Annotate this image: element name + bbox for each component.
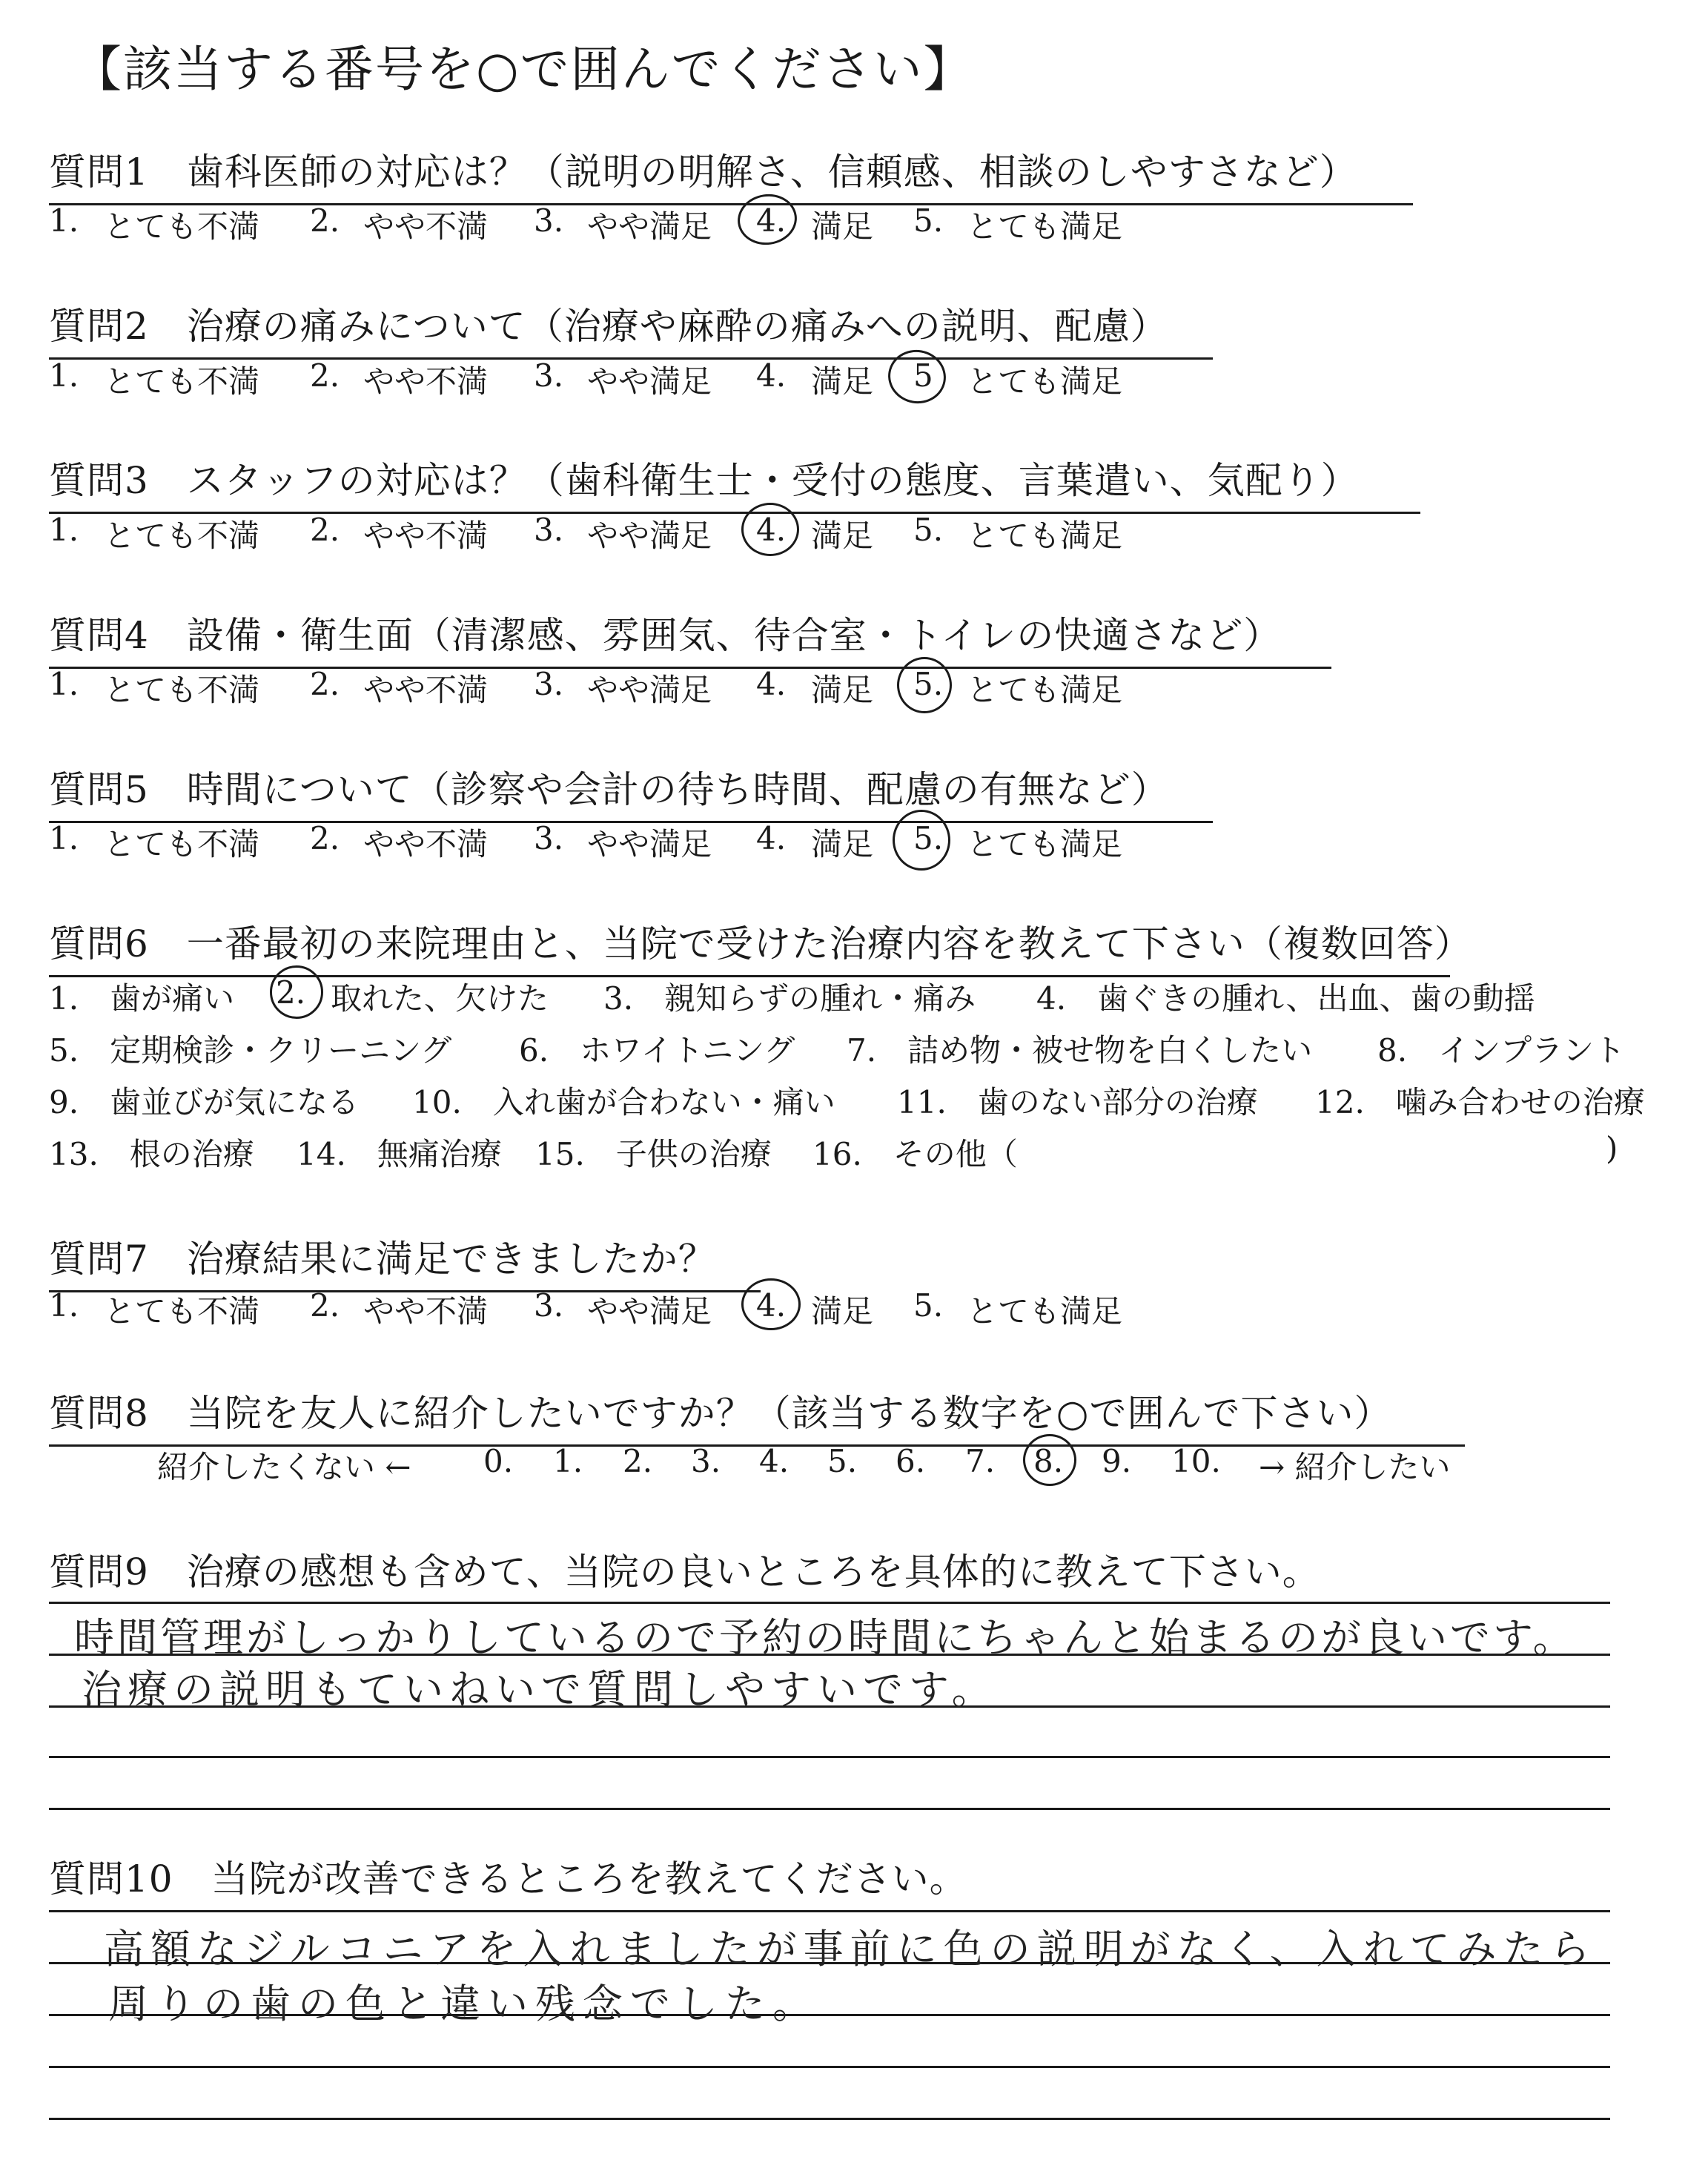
answer-line xyxy=(49,2066,1610,2068)
question-3-title: 質問3 スタッフの対応は？（歯科衛生士・受付の態度、言葉遣い、気配り） xyxy=(49,451,1420,514)
q8-scale-7[interactable]: 7. xyxy=(965,1443,996,1479)
selection-circle xyxy=(741,1278,801,1330)
q5-opt-num-5[interactable]: 5. xyxy=(913,820,944,856)
answer-line xyxy=(49,1602,1610,1604)
handwritten-answer-line-2: 周りの歯の色と違い残念でした。 xyxy=(108,1981,820,2027)
question-6-title: 質問6 一番最初の来院理由と、当院で受けた治療内容を教えて下さい（複数回答） xyxy=(49,914,1450,977)
q6-option[interactable]: 7. 詰め物・被せ物を白くしたい xyxy=(847,1032,1313,1069)
q2-opt-num-2[interactable]: 2. xyxy=(310,357,340,394)
q4-opt-label-1: とても不満 xyxy=(104,672,260,708)
q1-opt-label-1: とても不満 xyxy=(104,208,260,245)
q6-option[interactable]: 12. 噛み合わせの治療 xyxy=(1315,1084,1645,1120)
q4-opt-num-4[interactable]: 4. xyxy=(756,666,787,702)
q3-opt-num-3[interactable]: 3. xyxy=(534,512,564,548)
q6-option[interactable]: 3. 親知らずの腫れ・痛み xyxy=(603,980,976,1017)
q3-opt-label-5: とても満足 xyxy=(967,518,1123,554)
q6-option-other[interactable]: 16. その他（ xyxy=(812,1136,1018,1172)
answer-line xyxy=(49,1756,1610,1758)
q5-opt-label-5: とても満足 xyxy=(967,826,1123,862)
q4-opt-num-3[interactable]: 3. xyxy=(534,666,564,702)
q3-opt-num-2[interactable]: 2. xyxy=(310,512,340,548)
q2-opt-label-4: 満足 xyxy=(811,363,874,400)
q5-opt-label-2: やや不満 xyxy=(363,826,489,862)
selection-circle xyxy=(270,965,323,1019)
q5-opt-num-4[interactable]: 4. xyxy=(756,820,787,856)
handwritten-answer-line-1: 時間管理がしっかりしているので予約の時間にちゃんと始まるのが良いです。 xyxy=(74,1614,1576,1661)
selection-circle xyxy=(741,503,799,556)
q1-opt-label-5: とても満足 xyxy=(967,208,1123,245)
q3-opt-label-4: 満足 xyxy=(811,518,874,554)
q2-opt-label-2: やや不満 xyxy=(363,363,489,400)
q3-opt-label-1: とても不満 xyxy=(104,518,260,554)
q7-opt-label-5: とても満足 xyxy=(967,1293,1123,1330)
selection-circle xyxy=(897,657,952,713)
question-2-title: 質問2 治療の痛みについて（治療や麻酔の痛みへの説明、配慮） xyxy=(49,297,1213,360)
q1-opt-num-5[interactable]: 5. xyxy=(913,202,944,239)
q4-opt-num-1[interactable]: 1. xyxy=(49,666,79,702)
q4-opt-label-3: やや満足 xyxy=(587,672,712,708)
q6-option[interactable]: 9. 歯並びが気になる xyxy=(49,1084,360,1120)
q1-opt-label-4: 満足 xyxy=(811,208,874,245)
q6-option[interactable]: 8. インプラント xyxy=(1377,1032,1626,1069)
q5-opt-label-3: やや満足 xyxy=(587,826,712,862)
answer-line xyxy=(49,1808,1610,1810)
q1-opt-num-2[interactable]: 2. xyxy=(310,202,340,239)
q6-option-num[interactable]: 2. xyxy=(276,974,306,1011)
q8-scale-1[interactable]: 1. xyxy=(553,1443,583,1479)
q3-opt-label-3: やや満足 xyxy=(587,518,712,554)
q6-option-other-close: ) xyxy=(1606,1130,1618,1166)
q1-opt-num-1[interactable]: 1. xyxy=(49,202,79,239)
handwritten-answer-line-2: 治療の説明もていねいで質問しやすいです。 xyxy=(82,1666,998,1713)
q8-scale-10[interactable]: 10. xyxy=(1171,1443,1221,1479)
q2-opt-num-3[interactable]: 3. xyxy=(534,357,564,394)
q8-scale-0[interactable]: 0. xyxy=(483,1443,514,1479)
q6-option[interactable]: 10. 入れ歯が合わない・痛い xyxy=(412,1084,835,1120)
question-9-title: 質問9 治療の感想も含めて、当院の良いところを具体的に教えて下さい。 xyxy=(49,1550,1320,1593)
question-10-title: 質問10 当院が改善できるところを教えてください。 xyxy=(49,1857,967,1900)
q6-option[interactable]: 4. 歯ぐきの腫れ、出血、歯の動揺 xyxy=(1036,980,1535,1017)
q1-opt-label-3: やや満足 xyxy=(587,208,712,245)
q7-opt-label-1: とても不満 xyxy=(104,1293,260,1330)
selection-circle xyxy=(893,810,950,871)
q3-opt-num-1[interactable]: 1. xyxy=(49,512,79,548)
q7-opt-num-3[interactable]: 3. xyxy=(534,1287,564,1324)
q5-opt-label-4: 満足 xyxy=(811,826,874,862)
question-1-title: 質問1 歯科医師の対応は？（説明の明解さ、信頼感、相談のしやすさなど） xyxy=(49,142,1413,205)
q8-scale-4[interactable]: 4. xyxy=(759,1443,790,1479)
q7-opt-label-3: やや満足 xyxy=(587,1293,712,1330)
answer-line xyxy=(49,1910,1610,1912)
q8-right-label: → 紹介したい xyxy=(1259,1449,1451,1485)
q3-opt-num-4[interactable]: 4. xyxy=(756,512,787,548)
q6-option[interactable]: 1. 歯が痛い xyxy=(49,980,235,1017)
q6-option[interactable]: 13. 根の治療 xyxy=(49,1136,254,1172)
q7-opt-label-2: やや不満 xyxy=(363,1293,489,1330)
form-header: 【該当する番号を○で囲んでください】 xyxy=(73,41,974,98)
q6-option[interactable]: 14. 無痛治療 xyxy=(297,1136,502,1172)
q6-option[interactable]: 5. 定期検診・クリーニング xyxy=(49,1032,452,1069)
q4-opt-label-4: 満足 xyxy=(811,672,874,708)
answer-line xyxy=(49,2118,1610,2120)
q4-opt-num-5[interactable]: 5. xyxy=(913,666,944,702)
q5-opt-num-1[interactable]: 1. xyxy=(49,820,79,856)
q1-opt-label-2: やや不満 xyxy=(363,208,489,245)
question-4-title: 質問4 設備・衛生面（清潔感、雰囲気、待合室・トイレの快適さなど） xyxy=(49,606,1331,669)
q8-scale-9[interactable]: 9. xyxy=(1102,1443,1132,1479)
q2-opt-label-3: やや満足 xyxy=(587,363,712,400)
question-7-title: 質問7 治療結果に満足できましたか？ xyxy=(49,1229,761,1292)
q2-opt-label-5: とても満足 xyxy=(967,363,1123,400)
q4-opt-num-2[interactable]: 2. xyxy=(310,666,340,702)
q1-opt-num-3[interactable]: 3. xyxy=(534,202,564,239)
q7-opt-num-5[interactable]: 5. xyxy=(913,1287,944,1324)
q3-opt-label-2: やや不満 xyxy=(363,518,489,554)
q7-opt-num-1[interactable]: 1. xyxy=(49,1287,79,1324)
q1-opt-num-4[interactable]: 4. xyxy=(756,202,787,239)
q5-opt-num-2[interactable]: 2. xyxy=(310,820,340,856)
q7-opt-label-4: 満足 xyxy=(811,1293,874,1330)
q5-opt-label-1: とても不満 xyxy=(104,826,260,862)
q2-opt-label-1: とても不満 xyxy=(104,363,260,400)
q8-left-label: 紹介したくない ← xyxy=(157,1449,411,1485)
q2-opt-num-4[interactable]: 4. xyxy=(756,357,787,394)
handwritten-answer-line-1: 高額なジルコニアを入れましたが事前に色の説明がなく、入れてみたら xyxy=(104,1926,1597,1972)
q8-scale-3[interactable]: 3. xyxy=(691,1443,721,1479)
selection-circle xyxy=(1023,1434,1076,1486)
q8-scale-8[interactable]: 8. xyxy=(1033,1443,1064,1479)
q6-option[interactable]: 6. ホワイトニング xyxy=(519,1032,795,1069)
q5-opt-num-3[interactable]: 3. xyxy=(534,820,564,856)
q6-option[interactable]: 取れた、欠けた xyxy=(331,980,549,1017)
q8-scale-6[interactable]: 6. xyxy=(896,1443,926,1479)
q6-option[interactable]: 11. 歯のない部分の治療 xyxy=(897,1084,1258,1120)
q7-opt-num-2[interactable]: 2. xyxy=(310,1287,340,1324)
q8-scale-5[interactable]: 5. xyxy=(827,1443,858,1479)
q4-opt-label-2: やや不満 xyxy=(363,672,489,708)
q7-opt-num-4[interactable]: 4. xyxy=(756,1287,787,1324)
q2-opt-num-1[interactable]: 1. xyxy=(49,357,79,394)
q6-option[interactable]: 15. 子供の治療 xyxy=(535,1136,772,1172)
question-8-title: 質問8 当院を友人に紹介したいですか？（該当する数字を○で囲んで下さい） xyxy=(49,1384,1465,1447)
q2-opt-num-5[interactable]: 5 xyxy=(913,357,933,394)
q8-scale-2[interactable]: 2. xyxy=(623,1443,653,1479)
question-5-title: 質問5 時間について（診察や会計の待ち時間、配慮の有無など） xyxy=(49,760,1213,823)
q4-opt-label-5: とても満足 xyxy=(967,672,1123,708)
q3-opt-num-5[interactable]: 5. xyxy=(913,512,944,548)
